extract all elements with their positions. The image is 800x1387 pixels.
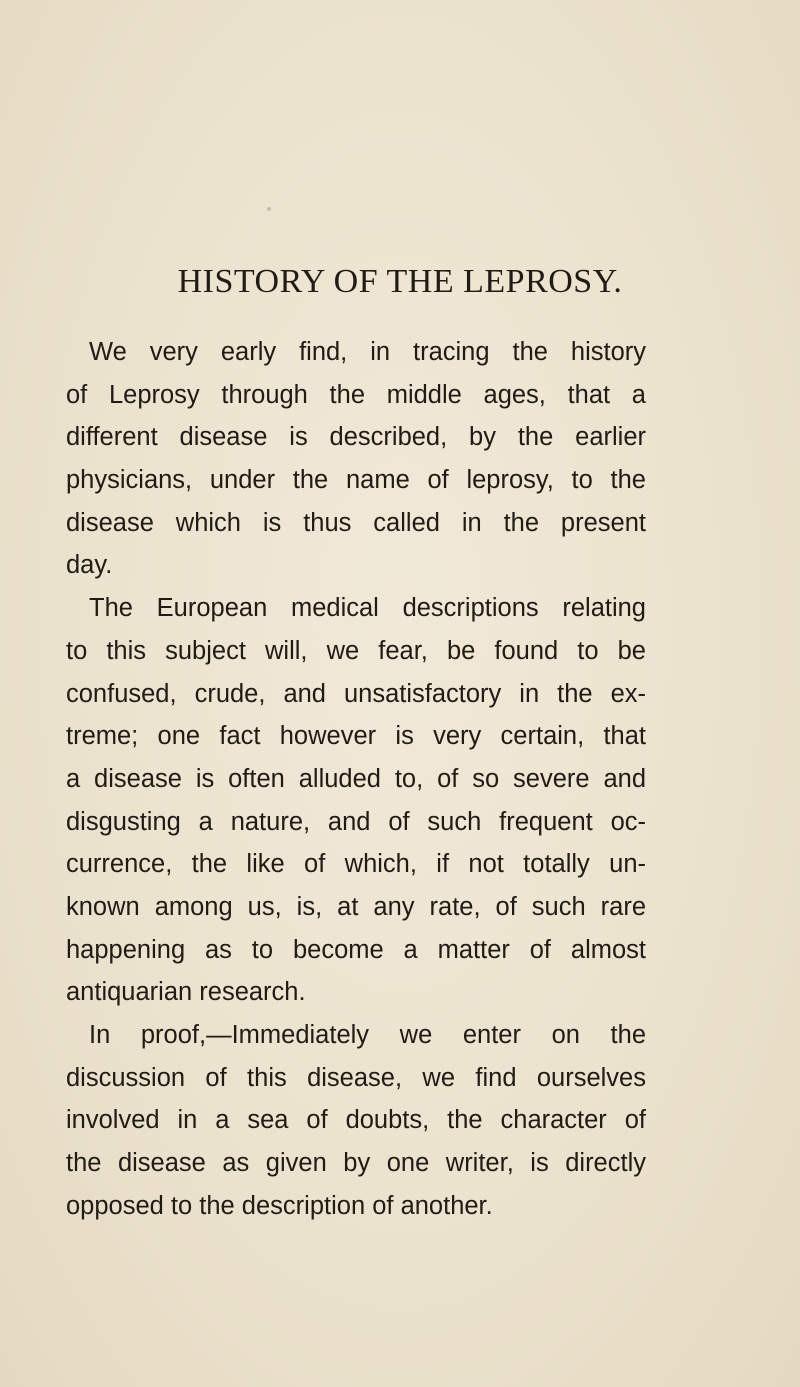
text-line: antiquarian research. [66,978,306,1007]
text-line: physicians, under the name of leprosy, to the [66,466,646,495]
text-line: a disease is often alluded to, of so severe and [66,764,646,793]
text-line: the disease as given by one writer, is directly [66,1149,646,1178]
text-line: The European medical descriptions relating [89,594,646,623]
text-line: In proof,—Immediately we enter on the [89,1021,646,1049]
text-line: treme; one fact however is very certain, that [66,722,646,751]
text-line: disgusting a nature, and of such frequent oc- [66,807,646,836]
text-line: confused, crude, and unsatisfactory in the ex- [66,679,646,708]
paper-speck [267,207,271,211]
page-title: HISTORY OF THE LEPROSY. [177,263,623,300]
body-text [66,331,646,1227]
text-line: happening as to become a matter of almost [66,935,646,964]
text-line: day. [66,551,113,580]
text-line: currence, the like of which, if not totally un- [66,850,646,879]
text-line: discussion of this disease, we find ourselves [66,1063,646,1092]
text-line: We very early find, in tracing the history [89,338,646,366]
text-line: opposed to the description of another. [66,1191,493,1220]
text-line: known among us, is, at any rate, of such rare [66,892,646,921]
text-line: involved in a sea of doubts, the character of [66,1106,646,1135]
text-line: to this subject will, we fear, be found to be [66,636,646,665]
text-line: different disease is described, by the earlier [66,423,646,452]
text-line: of Leprosy through the middle ages, that a [66,380,646,409]
text-line: disease which is thus called in the present [66,508,646,537]
